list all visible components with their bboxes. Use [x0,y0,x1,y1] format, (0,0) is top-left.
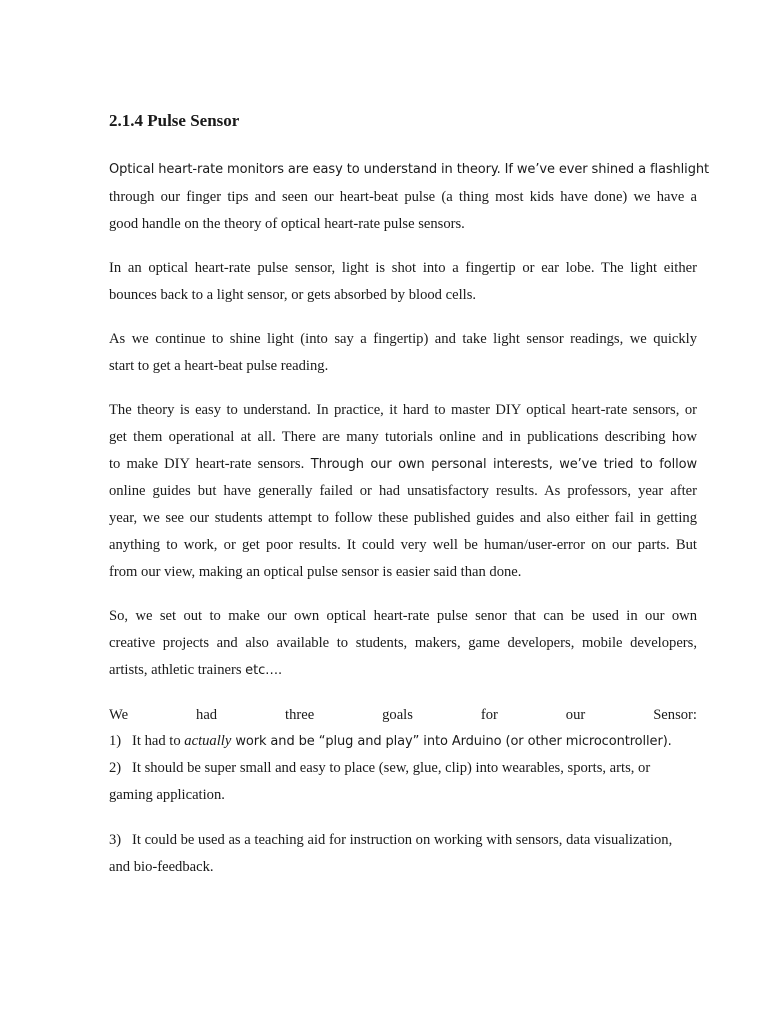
paragraph-line: good handle on the theory of optical heart-rate pulse sensors. [109,215,465,232]
paragraph-line: In an optical heart-rate pulse sensor, light is shot into a fingertip or ear lobe. The light either [109,260,697,276]
paragraph-intro [109,156,709,237]
goal-text-line: It could be used as a teaching aid for instruction on working with sensors, data visualization, [132,832,673,848]
goals-intro-word: for [480,707,498,723]
goals-intro-line [109,704,697,726]
goal-item-1 [109,728,697,756]
paragraph-pulse-reading [109,326,697,380]
goals-intro-word: three [285,707,315,723]
goals-intro-word: We [109,707,129,723]
paragraph-line: start to get a heart-beat pulse reading. [109,357,329,374]
paragraph-line: creative projects and also available to students, makers, game developers, mobile developers, [109,634,697,651]
goal-text-line: gaming application. [109,786,225,803]
section-heading: 2.1.4 Pulse Sensor [109,111,240,130]
paragraph-line: As we continue to shine light (into say a fingertip) and take light sensor readings, we quickly [109,331,697,347]
paragraph-line: The theory is easy to understand. In practice, it hard to master DIY optical heart-rate sensors, or [109,402,697,418]
goals-intro-word: goals [382,707,413,723]
goal-text-fragment: It had to [132,733,185,749]
paragraph-line: get them operational at all. There are many tutorials online and in publications describing how [109,428,697,445]
paragraph-text-fragment: to make DIY heart-rate sensors. [109,455,305,472]
goal-number: 2) [109,760,122,776]
paragraph-line: online guides but have generally failed or had unsatisfactory results. As professors, year after [109,483,697,500]
goal-number: 1) [109,733,122,749]
paragraph-sensor-mechanism [109,255,697,309]
goal-number: 3) [109,832,122,848]
paragraph-line: bounces back to a light sensor, or gets absorbed by blood cells. [109,286,477,303]
paragraph-line: from our view, making an optical pulse sensor is easier said than done. [109,563,522,580]
paragraph-line: anything to work, or get poor results. It could very well be human/user-error on our parts. But [109,536,697,553]
paragraph-text-fragment: Through our own personal interests, we’ve tried to follow [304,456,697,472]
paragraph-line: year, we see our students attempt to follow these published guides and also either fail in getting [109,510,697,526]
paragraph-text-fragment: etc…. [245,662,283,678]
goal-text-line: It should be super small and easy to place (sew, glue, clip) into wearables, sports, arts, or [132,760,651,776]
paragraph-text-fragment: If we’ve ever shined a flashlight [500,162,709,177]
paragraph-line [109,156,709,184]
goal-emphasis: actually [184,733,232,749]
paragraph-line [109,657,697,685]
paragraph-diy-difficulty [109,397,697,585]
goal-item-3 [109,827,697,881]
goal-item-2 [109,755,697,809]
goals-intro-word: our [565,707,586,723]
paragraph-line: So, we set out to make our own optical heart-rate pulse senor that can be used in our own [109,608,697,624]
goal-text-fragment: work and be “plug and play” into Arduino (or other microcontroller). [231,734,672,749]
goals-intro-word: had [196,707,218,723]
paragraph-own-sensor [109,603,697,684]
goal-text-line: and bio-feedback. [109,858,214,875]
goals-intro-word: Sensor: [653,707,697,723]
paragraph-line [109,451,697,479]
paragraph-line: through our finger tips and seen our heart-beat pulse (a thing most kids have done) we have a [109,188,697,205]
paragraph-text-fragment: Optical heart-rate monitors are easy to understand in theory. [109,162,501,177]
paragraph-text-fragment: artists, athletic trainers [109,661,246,678]
